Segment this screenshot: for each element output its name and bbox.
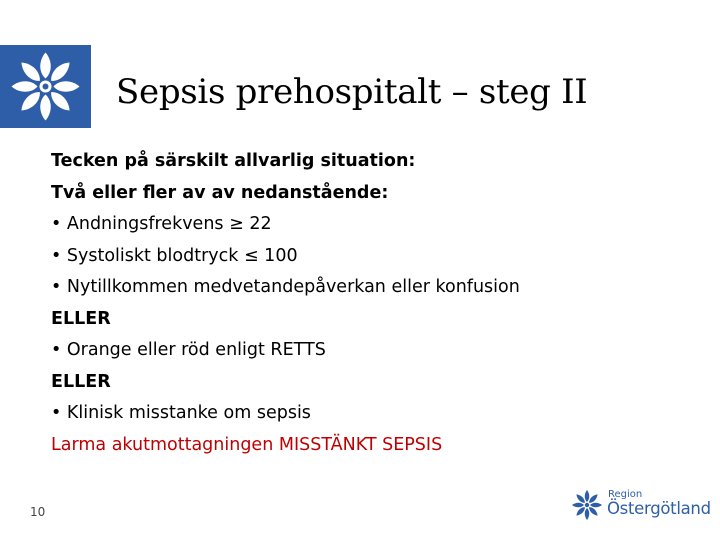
bullet-consciousness: • Nytillkommen medvetandepåverkan eller konfusion	[51, 277, 520, 297]
or-separator-2: ELLER	[51, 371, 111, 392]
page-number: 10	[30, 505, 46, 519]
alert-line: Larma akutmottagningen MISSTÄNKT SEPSIS	[51, 434, 443, 455]
heading-line: Tecken på särskilt allvarlig situation:	[51, 151, 416, 171]
flower-emblem-icon	[0, 45, 91, 128]
or-separator-1: ELLER	[51, 308, 111, 329]
bullet-clinical-suspicion: • Klinisk misstanke om sepsis	[51, 403, 311, 423]
flower-emblem-icon	[570, 488, 604, 522]
brand-logo	[570, 488, 710, 524]
slide-title: Sepsis prehospitalt – steg II	[116, 72, 588, 112]
bullet-respiratory-rate: • Andningsfrekvens ≥ 22	[51, 214, 272, 234]
bullet-systolic-pressure: • Systoliskt blodtryck ≤ 100	[51, 245, 298, 266]
brand-region-label: Region	[608, 489, 643, 500]
brand-name: Östergötland	[607, 499, 711, 518]
bullet-retts: • Orange eller röd enligt RETTS	[51, 340, 326, 360]
subheading-line: Två eller fler av av nedanstående:	[51, 182, 389, 203]
corner-logo	[0, 45, 91, 128]
slide-content	[51, 146, 691, 461]
